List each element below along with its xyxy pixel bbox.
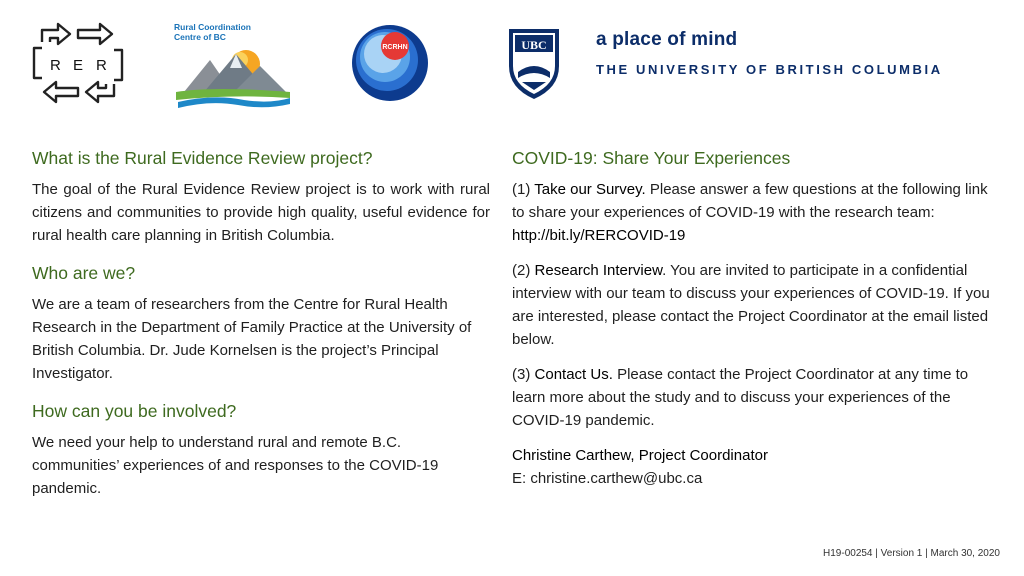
item-interview-lead: Research Interview [534,262,663,279]
rcrhn-logo [349,22,431,104]
heading-how-involved: How can you be involved? [32,401,237,421]
heading-what-is-rer: What is the Rural Evidence Review project? [32,148,373,168]
rcrhn-text: RCRHN [382,44,408,51]
rer-letter-e: E [73,57,84,74]
paragraph-team: We are a team of researchers from the Centre for Rural Health Research in the Department of Family Practice at the University of British Columbia. Dr. Jude Kornelsen is the project’s Principal Investigator. [32,296,472,382]
paragraph-project-goal: The goal of the Rural Evidence Review project is to work with rural citizens and communities to provide high quality, useful evidence for rural health care planning in British Columbia. [32,181,490,244]
item-contact-number: (3) [512,366,531,383]
rccbc-mountain-icon [174,42,292,110]
item-survey [512,178,996,247]
item-contact-text: Please contact the Project Coordinator at any time to learn more about the study and to discuss your experiences of the COVID-19 pandemic. [512,366,969,429]
contact-name: Christine Carthew, Project Coordinator [512,447,768,464]
item-survey-number: (1) [512,181,531,198]
document-footer: H19-00254 | Version 1 | March 30, 2020 [823,548,1000,559]
left-column [32,146,490,500]
rer-letter-r2: R [96,57,107,74]
item-survey-lead: Take our Survey. [534,181,646,198]
heading-who-are-we: Who are we? [32,263,136,283]
rer-letter-r1: R [50,57,61,74]
ubc-logo-text: UBC [521,38,547,52]
item-contact [512,363,996,432]
item-interview [512,259,996,351]
item-interview-number: (2) [512,262,531,279]
rccbc-name: Rural Coordination Centre of BC [174,22,251,42]
ubc-crest-icon [506,26,562,102]
survey-link[interactable]: http://bit.ly/RERCOVID-19 [512,227,686,244]
item-interview-text: . You are invited to participate in a confidential interview with our team to discuss your experiences of COVID-19. If you are interested, please contact the Project Coordinator at the email listed below. [512,262,990,348]
rer-logo [28,20,128,106]
ubc-tagline: a place of mind [596,29,738,50]
item-contact-lead: Contact Us. [534,366,613,383]
rccbc-logo [174,22,292,110]
ubc-name: THE UNIVERSITY OF BRITISH COLUMBIA [596,62,943,77]
contact-email[interactable]: E: christine.carthew@ubc.ca [512,470,703,487]
item-survey-text: Please answer a few questions at the following link to share your experiences of COVID-19 with the research team: [512,181,988,221]
paragraph-involvement: We need your help to understand rural and remote B.C. communities’ experiences of and responses to the COVID-19 pandemic. [32,434,439,497]
right-column [512,146,996,490]
heading-covid-share: COVID-19: Share Your Experiences [512,148,791,168]
